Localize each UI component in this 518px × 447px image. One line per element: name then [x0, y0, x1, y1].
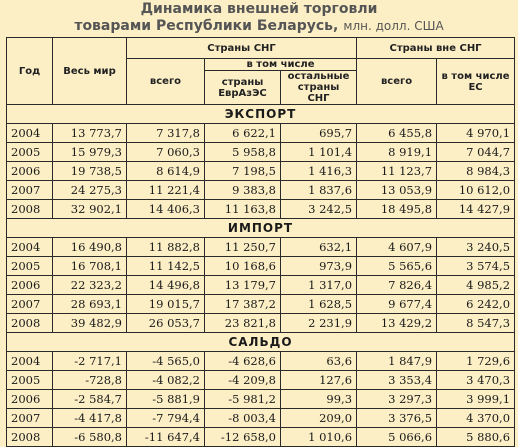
table-row — [7, 371, 515, 390]
value-cell: 4 970,1 — [437, 124, 515, 143]
value-cell: 1 729,6 — [437, 352, 515, 371]
year-cell: 2006 — [7, 390, 53, 409]
value-cell: 23 821,8 — [205, 314, 281, 333]
year-cell: 2005 — [7, 371, 53, 390]
year-cell: 2008 — [7, 314, 53, 333]
value-cell: 4 985,2 — [437, 276, 515, 295]
table-title — [0, 0, 518, 37]
table-row — [7, 238, 515, 257]
table-row — [7, 124, 515, 143]
table-row — [7, 428, 515, 447]
table-row — [7, 314, 515, 333]
year-cell: 2008 — [7, 200, 53, 219]
value-cell: 3 470,3 — [437, 371, 515, 390]
value-cell: 14 406,3 — [127, 200, 205, 219]
table-row — [7, 257, 515, 276]
title-line-1: Динамика внешней торговли — [140, 1, 378, 17]
value-cell: 8 919,1 — [357, 143, 437, 162]
value-cell: -4 565,0 — [127, 352, 205, 371]
value-cell: -8 003,4 — [205, 409, 281, 428]
value-cell: 11 123,7 — [357, 162, 437, 181]
header-noncis-total: всего — [357, 59, 437, 105]
value-cell: 14 496,8 — [127, 276, 205, 295]
header-noncis-eu: в том числе ЕС — [437, 59, 515, 105]
value-cell: 5 958,8 — [205, 143, 281, 162]
value-cell: -6 580,8 — [53, 428, 127, 447]
value-cell: 7 044,7 — [437, 143, 515, 162]
value-cell: 1 010,6 — [281, 428, 357, 447]
value-cell: 13 429,2 — [357, 314, 437, 333]
value-cell: 8 984,3 — [437, 162, 515, 181]
value-cell: 1 101,4 — [281, 143, 357, 162]
header-cis-including: в том числе — [205, 59, 357, 71]
section-row — [7, 105, 515, 124]
value-cell: -2 717,1 — [53, 352, 127, 371]
value-cell: 11 250,7 — [205, 238, 281, 257]
value-cell: 18 495,8 — [357, 200, 437, 219]
year-cell: 2004 — [7, 124, 53, 143]
value-cell: 695,7 — [281, 124, 357, 143]
value-cell: -11 647,4 — [127, 428, 205, 447]
value-cell: 5 066,6 — [357, 428, 437, 447]
value-cell: 3 240,5 — [437, 238, 515, 257]
value-cell: -5 881,9 — [127, 390, 205, 409]
header-cis-other: остальные страны СНГ — [281, 71, 357, 105]
table-row — [7, 162, 515, 181]
value-cell: 22 323,2 — [53, 276, 127, 295]
value-cell: 11 882,8 — [127, 238, 205, 257]
year-cell: 2004 — [7, 238, 53, 257]
table-row — [7, 200, 515, 219]
value-cell: 24 275,3 — [53, 181, 127, 200]
value-cell: 209,0 — [281, 409, 357, 428]
value-cell: -12 658,0 — [205, 428, 281, 447]
value-cell: 2 231,9 — [281, 314, 357, 333]
year-cell: 2007 — [7, 181, 53, 200]
value-cell: 9 677,4 — [357, 295, 437, 314]
value-cell: 1 628,5 — [281, 295, 357, 314]
value-cell: 973,9 — [281, 257, 357, 276]
year-cell: 2004 — [7, 352, 53, 371]
value-cell: 6 455,8 — [357, 124, 437, 143]
trade-table — [6, 37, 515, 447]
header-year: Год — [7, 38, 53, 105]
section-row — [7, 219, 515, 238]
table-body — [7, 105, 515, 447]
value-cell: 13 179,7 — [205, 276, 281, 295]
value-cell: 14 427,9 — [437, 200, 515, 219]
value-cell: 3 242,5 — [281, 200, 357, 219]
value-cell: 6 622,1 — [205, 124, 281, 143]
year-cell: 2007 — [7, 295, 53, 314]
value-cell: 17 387,2 — [205, 295, 281, 314]
value-cell: 7 060,3 — [127, 143, 205, 162]
value-cell: 7 198,5 — [205, 162, 281, 181]
table-row — [7, 181, 515, 200]
value-cell: 15 979,3 — [53, 143, 127, 162]
value-cell: 4 607,9 — [357, 238, 437, 257]
section-header: ЭКСПОРТ — [7, 105, 515, 124]
section-header: САЛЬДО — [7, 333, 515, 352]
value-cell: 19 738,5 — [53, 162, 127, 181]
header-cis: Страны СНГ — [127, 38, 357, 59]
value-cell: 3 999,1 — [437, 390, 515, 409]
value-cell: 99,3 — [281, 390, 357, 409]
value-cell: 1 847,9 — [357, 352, 437, 371]
value-cell: -728,8 — [53, 371, 127, 390]
header-cis-eurasec: страны ЕврАзЭС — [205, 71, 281, 105]
value-cell: 632,1 — [281, 238, 357, 257]
value-cell: 3 376,5 — [357, 409, 437, 428]
value-cell: 1 837,6 — [281, 181, 357, 200]
value-cell: 13 053,9 — [357, 181, 437, 200]
value-cell: 26 053,7 — [127, 314, 205, 333]
value-cell: 28 693,1 — [53, 295, 127, 314]
value-cell: 39 482,9 — [53, 314, 127, 333]
value-cell: 3 574,5 — [437, 257, 515, 276]
title-line-2: товарами Республики Беларусь, — [74, 18, 339, 34]
header-noncis: Страны вне СНГ — [357, 38, 515, 59]
value-cell: -5 981,2 — [205, 390, 281, 409]
year-cell: 2008 — [7, 428, 53, 447]
value-cell: -4 209,8 — [205, 371, 281, 390]
year-cell: 2006 — [7, 276, 53, 295]
value-cell: 3 297,3 — [357, 390, 437, 409]
table-row — [7, 276, 515, 295]
year-cell: 2005 — [7, 143, 53, 162]
value-cell: 5 565,6 — [357, 257, 437, 276]
section-header: ИМПОРТ — [7, 219, 515, 238]
value-cell: 7 317,8 — [127, 124, 205, 143]
title-unit: млн. долл. США — [343, 19, 444, 33]
section-row — [7, 333, 515, 352]
table-row — [7, 352, 515, 371]
value-cell: 10 612,0 — [437, 181, 515, 200]
value-cell: 11 163,8 — [205, 200, 281, 219]
value-cell: 13 773,7 — [53, 124, 127, 143]
table-row — [7, 409, 515, 428]
value-cell: 1 317,0 — [281, 276, 357, 295]
value-cell: 19 015,7 — [127, 295, 205, 314]
value-cell: 3 353,4 — [357, 371, 437, 390]
value-cell: -4 417,8 — [53, 409, 127, 428]
year-cell: 2006 — [7, 162, 53, 181]
value-cell: -4 082,2 — [127, 371, 205, 390]
value-cell: 127,6 — [281, 371, 357, 390]
value-cell: 1 416,3 — [281, 162, 357, 181]
value-cell: 11 221,4 — [127, 181, 205, 200]
value-cell: 8 614,9 — [127, 162, 205, 181]
table-row — [7, 295, 515, 314]
value-cell: -4 628,6 — [205, 352, 281, 371]
value-cell: 16 490,8 — [53, 238, 127, 257]
value-cell: 16 708,1 — [53, 257, 127, 276]
header-world: Весь мир — [53, 38, 127, 105]
year-cell: 2007 — [7, 409, 53, 428]
value-cell: -2 584,7 — [53, 390, 127, 409]
value-cell: 63,6 — [281, 352, 357, 371]
value-cell: 5 880,6 — [437, 428, 515, 447]
value-cell: 9 383,8 — [205, 181, 281, 200]
value-cell: 4 370,0 — [437, 409, 515, 428]
value-cell: 11 142,5 — [127, 257, 205, 276]
value-cell: -7 794,4 — [127, 409, 205, 428]
value-cell: 8 547,3 — [437, 314, 515, 333]
value-cell: 32 902,1 — [53, 200, 127, 219]
value-cell: 10 168,6 — [205, 257, 281, 276]
year-cell: 2005 — [7, 257, 53, 276]
header-cis-total: всего — [127, 59, 205, 105]
table-row — [7, 390, 515, 409]
value-cell: 6 242,0 — [437, 295, 515, 314]
value-cell: 7 826,4 — [357, 276, 437, 295]
table-row — [7, 143, 515, 162]
